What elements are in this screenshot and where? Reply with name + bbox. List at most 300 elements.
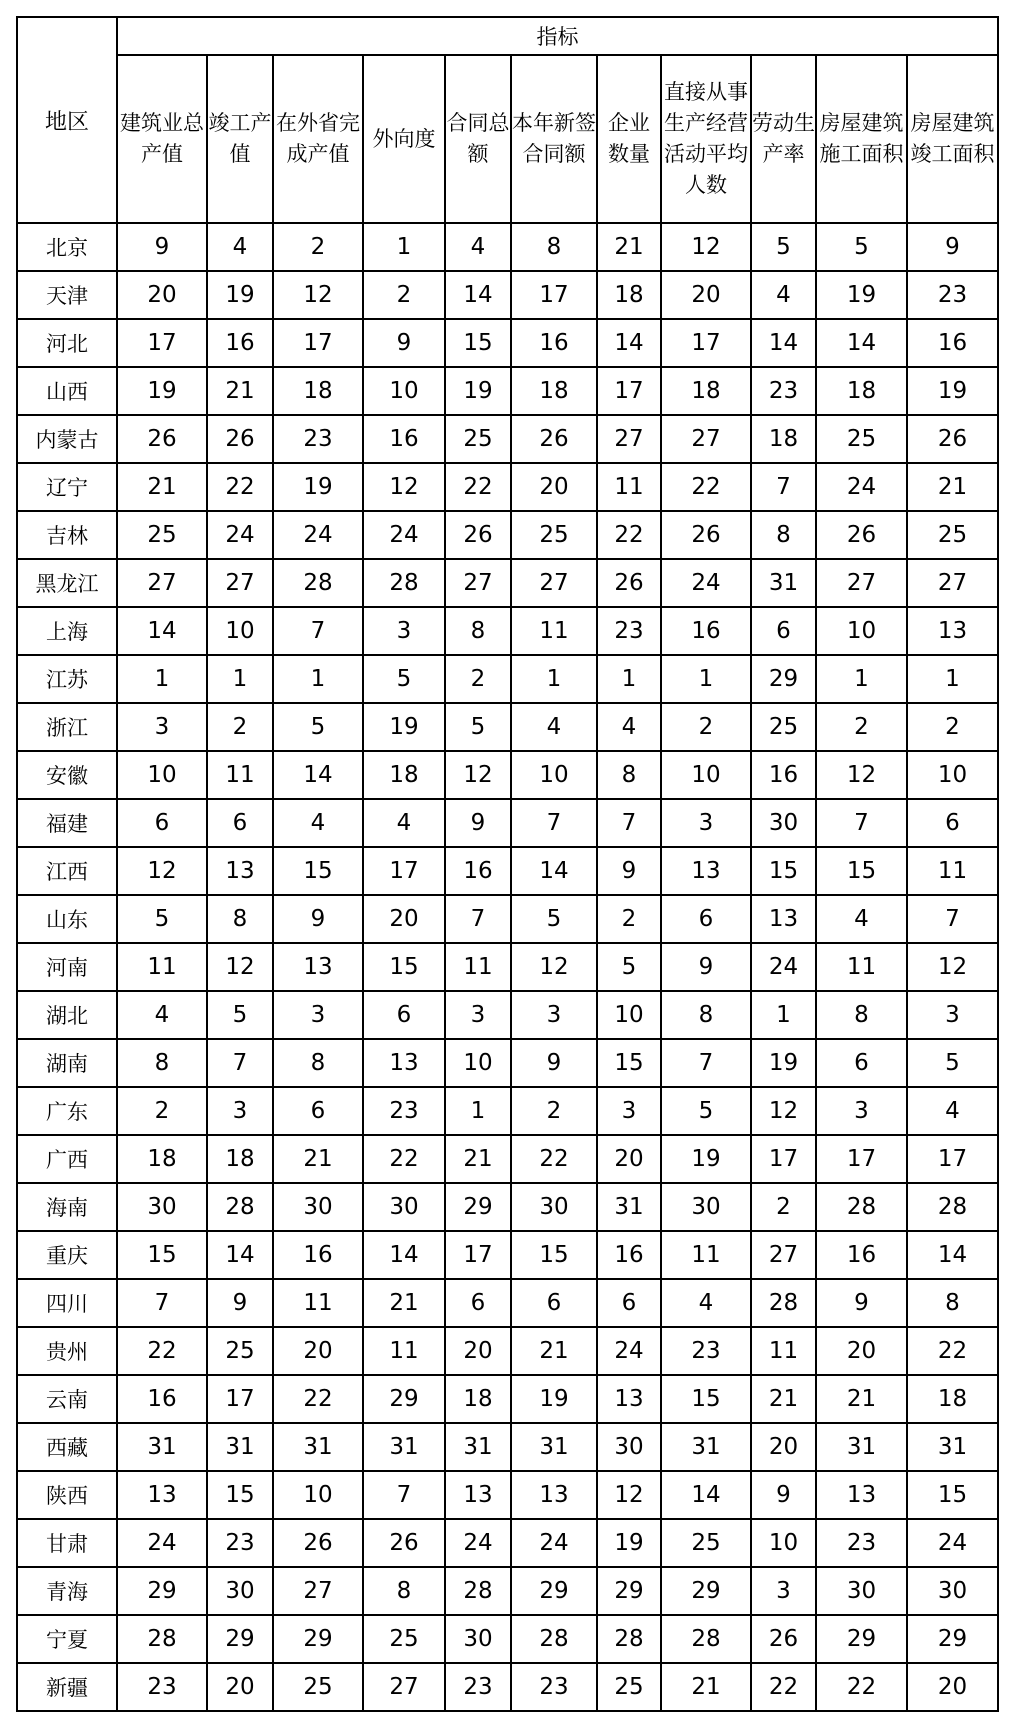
rank-cell: 31	[363, 1423, 445, 1471]
region-cell: 新疆	[17, 1663, 117, 1711]
rank-cell: 9	[597, 847, 661, 895]
region-cell: 江西	[17, 847, 117, 895]
rank-cell: 19	[363, 703, 445, 751]
rank-cell: 16	[751, 751, 816, 799]
rank-cell: 31	[207, 1423, 273, 1471]
region-column-header: 地区	[17, 17, 117, 223]
region-cell: 四川	[17, 1279, 117, 1327]
rank-cell: 5	[816, 223, 907, 271]
rank-cell: 22	[207, 463, 273, 511]
rank-cell: 6	[661, 895, 751, 943]
rank-cell: 20	[597, 1135, 661, 1183]
rank-cell: 18	[363, 751, 445, 799]
rank-cell: 27	[445, 559, 511, 607]
rank-cell: 2	[207, 703, 273, 751]
rank-cell: 6	[751, 607, 816, 655]
table-row	[17, 1183, 998, 1231]
rank-cell: 25	[445, 415, 511, 463]
rank-cell: 31	[597, 1183, 661, 1231]
rank-cell: 25	[273, 1663, 363, 1711]
rank-cell: 31	[117, 1423, 207, 1471]
rank-cell: 19	[207, 271, 273, 319]
rank-cell: 18	[511, 367, 597, 415]
rank-cell: 11	[816, 943, 907, 991]
rank-cell: 31	[816, 1423, 907, 1471]
rank-cell: 21	[661, 1663, 751, 1711]
rank-cell: 1	[751, 991, 816, 1039]
rank-cell: 25	[117, 511, 207, 559]
region-cell: 云南	[17, 1375, 117, 1423]
rank-cell: 6	[816, 1039, 907, 1087]
rank-cell: 9	[207, 1279, 273, 1327]
rank-cell: 7	[751, 463, 816, 511]
rank-cell: 15	[117, 1231, 207, 1279]
rank-cell: 28	[273, 559, 363, 607]
rank-cell: 18	[117, 1135, 207, 1183]
rank-cell: 4	[207, 223, 273, 271]
rank-cell: 20	[907, 1663, 998, 1711]
rank-cell: 29	[117, 1567, 207, 1615]
region-cell: 河南	[17, 943, 117, 991]
rank-cell: 17	[661, 319, 751, 367]
rank-cell: 10	[511, 751, 597, 799]
rank-cell: 24	[273, 511, 363, 559]
rank-cell: 16	[597, 1231, 661, 1279]
rank-cell: 12	[511, 943, 597, 991]
rank-cell: 17	[445, 1231, 511, 1279]
rank-cell: 6	[907, 799, 998, 847]
rank-cell: 29	[207, 1615, 273, 1663]
rank-cell: 13	[273, 943, 363, 991]
rank-cell: 31	[907, 1423, 998, 1471]
rank-cell: 4	[661, 1279, 751, 1327]
rank-cell: 16	[273, 1231, 363, 1279]
rank-cell: 29	[751, 655, 816, 703]
table-row	[17, 367, 998, 415]
rank-cell: 26	[363, 1519, 445, 1567]
region-cell: 北京	[17, 223, 117, 271]
rank-cell: 28	[207, 1183, 273, 1231]
rank-cell: 17	[597, 367, 661, 415]
region-cell: 天津	[17, 271, 117, 319]
rank-cell: 28	[816, 1183, 907, 1231]
rank-cell: 30	[907, 1567, 998, 1615]
table-row	[17, 1087, 998, 1135]
rank-cell: 16	[661, 607, 751, 655]
rank-cell: 3	[273, 991, 363, 1039]
rank-cell: 3	[445, 991, 511, 1039]
rank-cell: 23	[273, 415, 363, 463]
rank-cell: 9	[907, 223, 998, 271]
rank-cell: 7	[117, 1279, 207, 1327]
rank-cell: 9	[816, 1279, 907, 1327]
rank-cell: 30	[207, 1567, 273, 1615]
rank-cell: 21	[816, 1375, 907, 1423]
rank-cell: 4	[117, 991, 207, 1039]
rank-cell: 21	[117, 463, 207, 511]
rank-cell: 19	[117, 367, 207, 415]
rank-cell: 11	[907, 847, 998, 895]
rank-cell: 24	[511, 1519, 597, 1567]
rank-cell: 28	[511, 1615, 597, 1663]
rank-cell: 1	[597, 655, 661, 703]
rank-cell: 3	[597, 1087, 661, 1135]
rank-cell: 15	[907, 1471, 998, 1519]
rank-cell: 10	[661, 751, 751, 799]
table-row	[17, 1375, 998, 1423]
rank-cell: 17	[117, 319, 207, 367]
rank-cell: 15	[511, 1231, 597, 1279]
column-header: 在外省完成产值	[273, 55, 363, 223]
rank-cell: 17	[511, 271, 597, 319]
rank-cell: 28	[751, 1279, 816, 1327]
rank-cell: 16	[511, 319, 597, 367]
rank-cell: 3	[751, 1567, 816, 1615]
rank-cell: 26	[117, 415, 207, 463]
table-row	[17, 991, 998, 1039]
rank-cell: 7	[661, 1039, 751, 1087]
rank-cell: 11	[117, 943, 207, 991]
rank-cell: 3	[207, 1087, 273, 1135]
rank-cell: 30	[511, 1183, 597, 1231]
rank-cell: 12	[751, 1087, 816, 1135]
rank-cell: 10	[751, 1519, 816, 1567]
rank-cell: 31	[511, 1423, 597, 1471]
region-cell: 福建	[17, 799, 117, 847]
table-row	[17, 703, 998, 751]
rank-cell: 12	[907, 943, 998, 991]
table-row	[17, 943, 998, 991]
rank-cell: 13	[907, 607, 998, 655]
rank-cell: 26	[907, 415, 998, 463]
rank-cell: 5	[273, 703, 363, 751]
rank-cell: 30	[816, 1567, 907, 1615]
column-header: 建筑业总产值	[117, 55, 207, 223]
rank-cell: 22	[751, 1663, 816, 1711]
rank-cell: 22	[445, 463, 511, 511]
rank-cell: 8	[661, 991, 751, 1039]
rank-cell: 12	[816, 751, 907, 799]
table-row	[17, 1039, 998, 1087]
rank-cell: 5	[751, 223, 816, 271]
rank-cell: 31	[751, 559, 816, 607]
rank-cell: 4	[907, 1087, 998, 1135]
rank-cell: 15	[597, 1039, 661, 1087]
rank-cell: 2	[816, 703, 907, 751]
rank-cell: 5	[661, 1087, 751, 1135]
rank-cell: 3	[816, 1087, 907, 1135]
rank-cell: 24	[751, 943, 816, 991]
column-header: 外向度	[363, 55, 445, 223]
table-row	[17, 1471, 998, 1519]
rank-cell: 26	[207, 415, 273, 463]
rank-cell: 26	[597, 559, 661, 607]
column-header: 合同总额	[445, 55, 511, 223]
rank-cell: 18	[661, 367, 751, 415]
rank-cell: 23	[511, 1663, 597, 1711]
rank-cell: 23	[597, 607, 661, 655]
rank-cell: 15	[445, 319, 511, 367]
rank-cell: 12	[363, 463, 445, 511]
rank-cell: 14	[751, 319, 816, 367]
rank-cell: 15	[661, 1375, 751, 1423]
rank-cell: 10	[363, 367, 445, 415]
rank-cell: 31	[661, 1423, 751, 1471]
rank-cell: 10	[117, 751, 207, 799]
rank-cell: 7	[511, 799, 597, 847]
rank-cell: 27	[816, 559, 907, 607]
rank-cell: 8	[117, 1039, 207, 1087]
rank-cell: 25	[661, 1519, 751, 1567]
rank-cell: 11	[207, 751, 273, 799]
rank-cell: 22	[363, 1135, 445, 1183]
rank-cell: 14	[907, 1231, 998, 1279]
rank-cell: 6	[117, 799, 207, 847]
rank-cell: 23	[751, 367, 816, 415]
rank-cell: 8	[751, 511, 816, 559]
rank-cell: 27	[117, 559, 207, 607]
rank-cell: 12	[597, 1471, 661, 1519]
rank-cell: 2	[751, 1183, 816, 1231]
rank-cell: 22	[511, 1135, 597, 1183]
rank-cell: 11	[445, 943, 511, 991]
rank-cell: 21	[445, 1135, 511, 1183]
rank-cell: 18	[751, 415, 816, 463]
rank-cell: 29	[363, 1375, 445, 1423]
region-cell: 山西	[17, 367, 117, 415]
rank-cell: 20	[445, 1327, 511, 1375]
rank-cell: 15	[273, 847, 363, 895]
table-row	[17, 655, 998, 703]
rank-cell: 10	[597, 991, 661, 1039]
region-cell: 宁夏	[17, 1615, 117, 1663]
rank-cell: 2	[117, 1087, 207, 1135]
rank-cell: 12	[117, 847, 207, 895]
region-cell: 广西	[17, 1135, 117, 1183]
rank-cell: 17	[363, 847, 445, 895]
rank-cell: 2	[661, 703, 751, 751]
table-row	[17, 1663, 998, 1711]
rank-cell: 21	[273, 1135, 363, 1183]
rank-cell: 19	[907, 367, 998, 415]
rank-cell: 24	[907, 1519, 998, 1567]
rank-cell: 25	[597, 1663, 661, 1711]
rank-cell: 8	[273, 1039, 363, 1087]
rank-cell: 22	[661, 463, 751, 511]
table-row	[17, 895, 998, 943]
rank-cell: 23	[445, 1663, 511, 1711]
rank-cell: 11	[751, 1327, 816, 1375]
rank-cell: 3	[363, 607, 445, 655]
rank-cell: 3	[661, 799, 751, 847]
rank-cell: 16	[363, 415, 445, 463]
rank-cell: 4	[816, 895, 907, 943]
rank-cell: 12	[207, 943, 273, 991]
rank-cell: 6	[445, 1279, 511, 1327]
rank-cell: 1	[273, 655, 363, 703]
rank-cell: 24	[117, 1519, 207, 1567]
column-header: 房屋建筑施工面积	[816, 55, 907, 223]
rank-cell: 7	[273, 607, 363, 655]
rank-cell: 20	[816, 1327, 907, 1375]
rank-cell: 4	[363, 799, 445, 847]
rank-cell: 1	[207, 655, 273, 703]
rank-cell: 12	[445, 751, 511, 799]
table-row	[17, 1231, 998, 1279]
rank-cell: 11	[273, 1279, 363, 1327]
rank-cell: 1	[661, 655, 751, 703]
region-cell: 湖南	[17, 1039, 117, 1087]
rank-cell: 19	[445, 367, 511, 415]
rank-cell: 8	[597, 751, 661, 799]
table-row	[17, 607, 998, 655]
rank-cell: 20	[751, 1423, 816, 1471]
rank-cell: 8	[816, 991, 907, 1039]
region-cell: 重庆	[17, 1231, 117, 1279]
rank-cell: 20	[511, 463, 597, 511]
rank-cell: 15	[751, 847, 816, 895]
rank-cell: 5	[511, 895, 597, 943]
rank-cell: 19	[751, 1039, 816, 1087]
rank-cell: 23	[363, 1087, 445, 1135]
rank-cell: 7	[907, 895, 998, 943]
rank-cell: 13	[117, 1471, 207, 1519]
region-cell: 浙江	[17, 703, 117, 751]
rank-cell: 7	[363, 1471, 445, 1519]
rank-cell: 30	[273, 1183, 363, 1231]
rank-cell: 13	[661, 847, 751, 895]
rank-cell: 14	[445, 271, 511, 319]
rank-cell: 3	[907, 991, 998, 1039]
rank-cell: 16	[816, 1231, 907, 1279]
rank-cell: 26	[661, 511, 751, 559]
rank-cell: 18	[207, 1135, 273, 1183]
rank-cell: 30	[117, 1183, 207, 1231]
rank-cell: 17	[816, 1135, 907, 1183]
rank-cell: 29	[511, 1567, 597, 1615]
rank-cell: 1	[511, 655, 597, 703]
rank-cell: 29	[907, 1615, 998, 1663]
rank-cell: 17	[273, 319, 363, 367]
rank-cell: 14	[363, 1231, 445, 1279]
region-cell: 吉林	[17, 511, 117, 559]
rank-cell: 27	[363, 1663, 445, 1711]
rank-cell: 5	[207, 991, 273, 1039]
rank-cell: 15	[363, 943, 445, 991]
rank-cell: 6	[597, 1279, 661, 1327]
rank-cell: 5	[907, 1039, 998, 1087]
rank-cell: 13	[511, 1471, 597, 1519]
rank-cell: 30	[597, 1423, 661, 1471]
table-row	[17, 751, 998, 799]
table-row	[17, 1327, 998, 1375]
rank-cell: 21	[363, 1279, 445, 1327]
rank-cell: 19	[661, 1135, 751, 1183]
rank-cell: 10	[273, 1471, 363, 1519]
ranking-table	[16, 16, 999, 1712]
rank-cell: 1	[363, 223, 445, 271]
rank-cell: 24	[597, 1327, 661, 1375]
rank-cell: 27	[751, 1231, 816, 1279]
rank-cell: 21	[511, 1327, 597, 1375]
rank-cell: 26	[816, 511, 907, 559]
region-cell: 安徽	[17, 751, 117, 799]
rank-cell: 1	[907, 655, 998, 703]
region-cell: 山东	[17, 895, 117, 943]
rank-cell: 19	[597, 1519, 661, 1567]
rank-cell: 27	[207, 559, 273, 607]
table-row	[17, 1135, 998, 1183]
rank-cell: 23	[117, 1663, 207, 1711]
rank-cell: 31	[445, 1423, 511, 1471]
column-header: 劳动生产率	[751, 55, 816, 223]
rank-cell: 17	[751, 1135, 816, 1183]
rank-cell: 23	[661, 1327, 751, 1375]
rank-cell: 9	[445, 799, 511, 847]
column-header: 房屋建筑竣工面积	[907, 55, 998, 223]
table-row	[17, 511, 998, 559]
rank-cell: 17	[207, 1375, 273, 1423]
rank-cell: 23	[907, 271, 998, 319]
rank-cell: 14	[816, 319, 907, 367]
rank-cell: 12	[273, 271, 363, 319]
rank-cell: 24	[816, 463, 907, 511]
region-cell: 湖北	[17, 991, 117, 1039]
rank-cell: 13	[751, 895, 816, 943]
rank-cell: 21	[597, 223, 661, 271]
rank-cell: 28	[597, 1615, 661, 1663]
column-header: 本年新签合同额	[511, 55, 597, 223]
rank-cell: 20	[273, 1327, 363, 1375]
column-header: 竣工产值	[207, 55, 273, 223]
table-row	[17, 1423, 998, 1471]
rank-cell: 13	[816, 1471, 907, 1519]
rank-cell: 29	[661, 1567, 751, 1615]
rank-cell: 21	[751, 1375, 816, 1423]
rank-cell: 5	[363, 655, 445, 703]
rank-cell: 30	[445, 1615, 511, 1663]
rank-cell: 5	[597, 943, 661, 991]
rank-cell: 14	[597, 319, 661, 367]
rank-cell: 29	[445, 1183, 511, 1231]
rank-cell: 8	[363, 1567, 445, 1615]
rank-cell: 6	[363, 991, 445, 1039]
rank-cell: 26	[273, 1519, 363, 1567]
rank-cell: 10	[445, 1039, 511, 1087]
rank-cell: 6	[511, 1279, 597, 1327]
rank-cell: 15	[816, 847, 907, 895]
rank-cell: 2	[445, 655, 511, 703]
rank-cell: 29	[816, 1615, 907, 1663]
region-cell: 甘肃	[17, 1519, 117, 1567]
region-cell: 海南	[17, 1183, 117, 1231]
rank-cell: 24	[363, 511, 445, 559]
rank-cell: 20	[363, 895, 445, 943]
rank-cell: 10	[207, 607, 273, 655]
rank-cell: 3	[117, 703, 207, 751]
rank-cell: 9	[117, 223, 207, 271]
rank-cell: 19	[273, 463, 363, 511]
rank-cell: 20	[207, 1663, 273, 1711]
region-cell: 辽宁	[17, 463, 117, 511]
rank-cell: 10	[907, 751, 998, 799]
region-cell: 内蒙古	[17, 415, 117, 463]
rank-cell: 4	[597, 703, 661, 751]
table-row	[17, 559, 998, 607]
rank-cell: 29	[597, 1567, 661, 1615]
rank-cell: 19	[511, 1375, 597, 1423]
table-row	[17, 1519, 998, 1567]
